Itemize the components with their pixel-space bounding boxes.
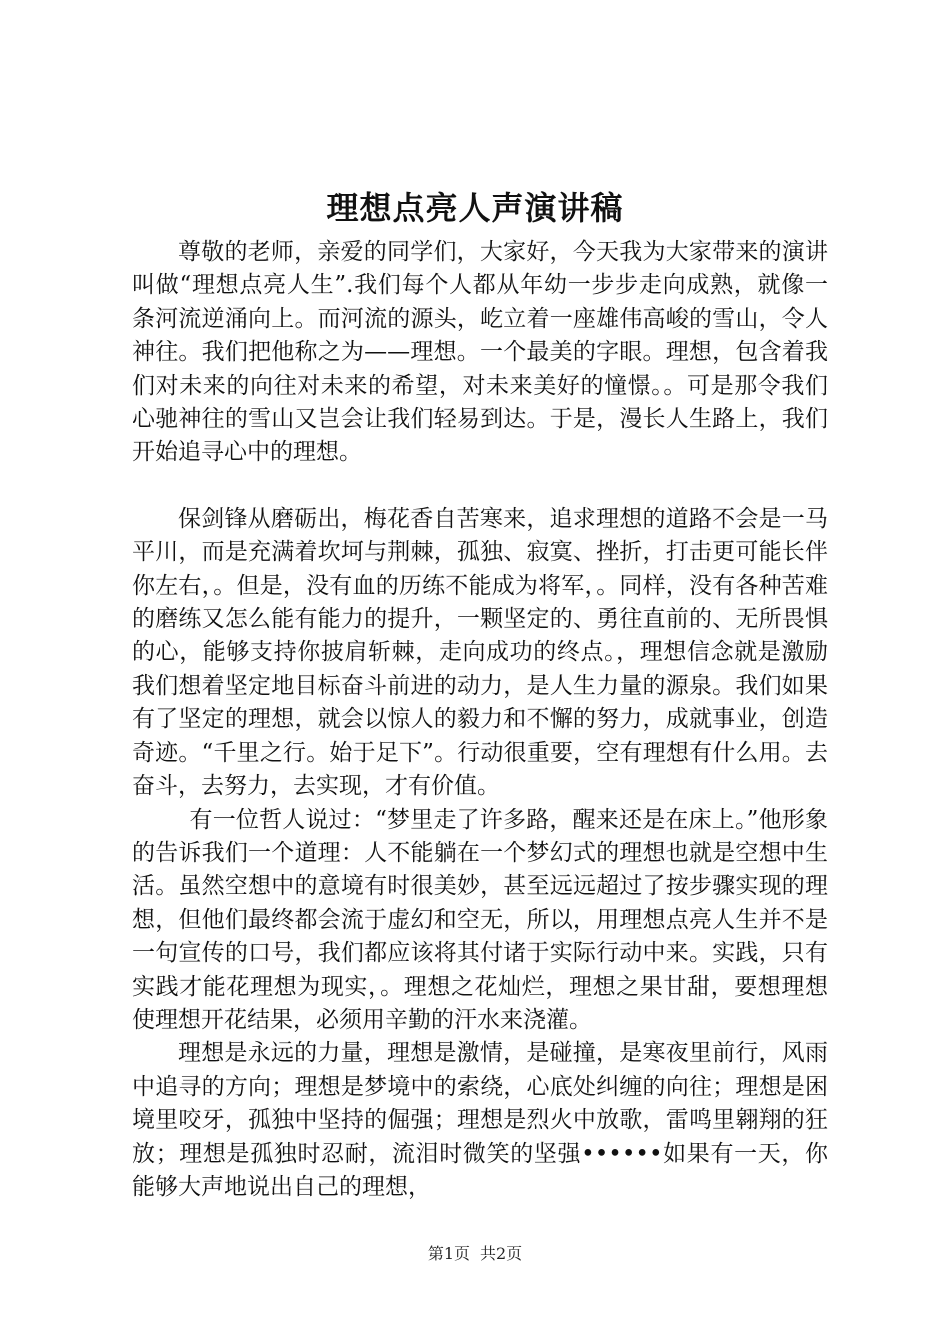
page-total: 共2页 (480, 1244, 523, 1263)
document-title: 理想点亮人声演讲稿 (326, 189, 624, 227)
document-body (132, 236, 828, 1204)
paragraph-4: 理想是永远的力量，理想是激情，是碰撞，是寒夜里前行，风雨中追寻的方向；理想是梦境中的索绕，心底处纠缠的向往；理想是困境里咬牙，孤独中坚持的倔强；理想是烈火中放歌，雷鸣里翱翔的狂放；理想是孤独时忍耐，流泪时微笑的坚强••••••如果有一天，你能够大声地说出自己的理想， (132, 1040, 828, 1200)
page-number: 第1页 (427, 1244, 470, 1263)
paragraph-3: 有一位哲人说过：“梦里走了许多路，醒来还是在床上。”他形象的告诉我们一个道理：人不能躺在一个梦幻式的理想也就是空想中生活。虽然空想中的意境有时很美妙，甚至远远超过了按步骤实现的理想，但他们最终都会流于虚幻和空无，所以，用理想点亮人生并不是一句宣传的口号，我们都应该将其付诸于实际行动中来。实践，只有实践才能花理想为现实，。理想之花灿烂，理想之果甘甜，要想理想使理想开花结果，必须用辛勤的汗水来浇灌。 (132, 806, 828, 1033)
paragraph-1: 尊敬的老师，亲爱的同学们，大家好，今天我为大家带来的演讲叫做“理想点亮人生”.我们每个人都从年幼一步步走向成熟，就像一条河流逆涌向上。而河流的源头，屹立着一座雄伟高峻的雪山，令人神往。我们把他称之为——理想。一个最美的字眼。理想，包含着我们对未来的向往对未来的希望，对未来美好的憧憬。。可是那令我们心驰神往的雪山又岂会让我们轻易到达。于是，漫长人生路上，我们开始追寻心中的理想。 (132, 239, 828, 466)
paragraph-2: 保剑锋从磨砺出，梅花香自苦寒来，追求理想的道路不会是一马平川，而是充满着坎坷与荆棘，孤独、寂寞、挫折，打击更可能长伴你左右，。但是，没有血的历练不能成为将军，。同样，没有各种苦难的磨练又怎么能有能力的提升，一颗坚定的、勇往直前的、无所畏惧的心，能够支持你披肩斩棘，走向成功的终点。，理想信念就是激励我们想着坚定地目标奋斗前进的动力，是人生力量的源泉。我们如果有了坚定的理想，就会以惊人的毅力和不懈的努力，成就事业，创造奇迹。“千里之行。始于足下”。行动很重要，空有理想有什么用。去奋斗，去努力，去实现，才有价值。 (132, 505, 828, 800)
page-footer (0, 1243, 950, 1265)
